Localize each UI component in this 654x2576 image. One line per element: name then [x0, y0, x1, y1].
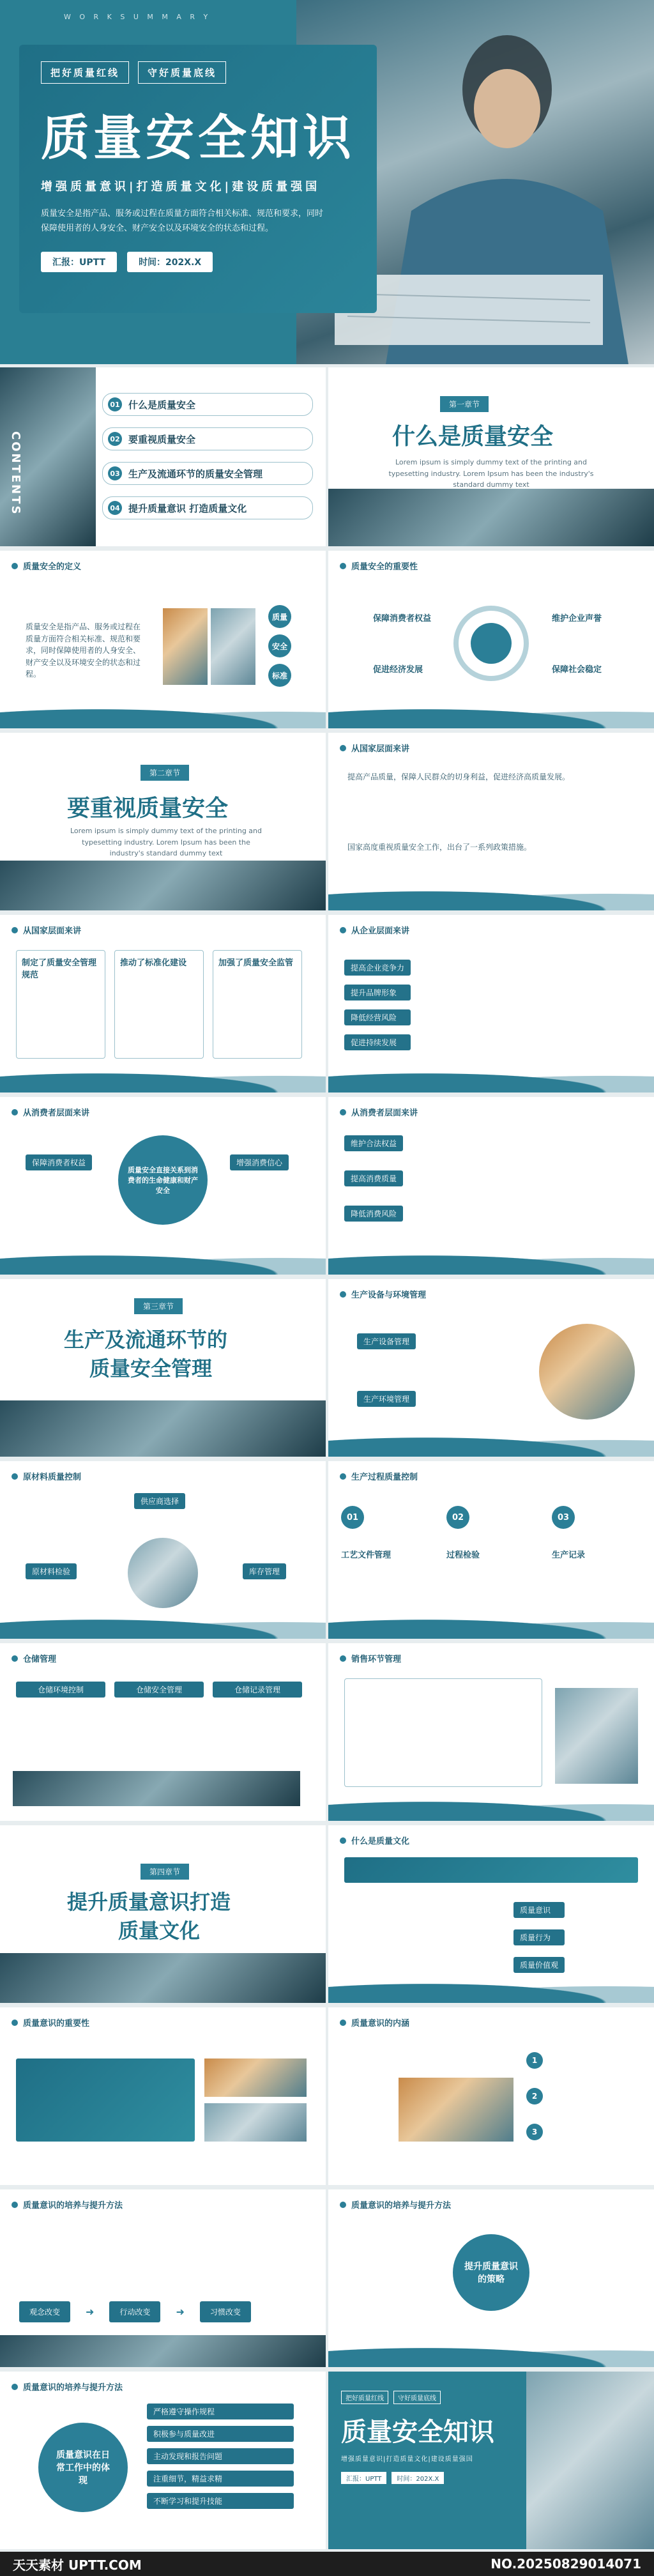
methods-circle: 质量意识在日常工作中的体现 [38, 2423, 128, 2512]
culture-banner [344, 1857, 638, 1883]
national-text-1: 提高产品质量，保障人民群众的切身利益，促进经济高质量发展。 [347, 772, 570, 781]
importance-diagram [328, 583, 654, 710]
methods-item: 严格遵守操作规程 [147, 2404, 294, 2419]
culture-list [513, 1902, 565, 1973]
methods-slide [0, 2189, 326, 2367]
slide-title: 生产过程质量控制 [340, 1470, 418, 1482]
slide-title: 从国家层面来讲 [11, 924, 81, 936]
consumer-item: 维护合法权益 [344, 1135, 403, 1151]
warehouse-cols [16, 1682, 302, 1698]
slide-title: 质量意识的培养与提升方法 [11, 2198, 123, 2211]
enterprise-slide [328, 915, 654, 1092]
toc-num: 02 [108, 432, 122, 446]
section-photo [0, 1953, 326, 2003]
toc-label: 要重视质量安全 [128, 433, 196, 445]
slide-title: 质量意识的培养与提升方法 [11, 2380, 123, 2393]
section-tag: 第四章节 [141, 1864, 189, 1880]
toc-slide [0, 367, 326, 546]
consumer-item: 提高消费质量 [344, 1170, 403, 1186]
badge: 标准 [268, 664, 291, 687]
decor-wave [0, 1250, 326, 1275]
arrow-right-icon: ➜ [176, 2306, 185, 2318]
slide-title: 从消费者层面来讲 [11, 1106, 89, 1118]
connotation-num: 1 [526, 2052, 543, 2069]
importance-slide [328, 551, 654, 728]
end-time: 时间：202X.X [392, 2472, 444, 2484]
definition-text: 质量安全是指产品、服务或过程在质量方面符合相关标准、规范和要求，同时保障使用者的人身安全、财产安全以及环境安全的状态和过程。 [26, 622, 141, 679]
decor-wave [0, 1614, 326, 1639]
toc-item[interactable] [102, 393, 313, 416]
slide-title: 生产设备与环境管理 [340, 1288, 426, 1300]
flow-step: 行动改变 [109, 2301, 160, 2322]
enterprise-list [344, 960, 411, 1050]
section-photo [328, 489, 654, 546]
national-col: 加强了质量安全监管 [213, 950, 302, 1059]
toc-item[interactable] [102, 427, 313, 450]
toc-label: 生产及流通环节的质量安全管理 [128, 468, 263, 480]
section-photo [0, 861, 326, 910]
decor-wave [328, 1979, 654, 2003]
consumer-2-slide [328, 1097, 654, 1275]
workers-photo [539, 1324, 635, 1420]
flow-step: 观念改变 [19, 2301, 70, 2322]
section-tag: 第一章节 [440, 396, 489, 412]
national-col: 制定了质量安全管理规范 [16, 950, 105, 1059]
watermark-right: NO.20250829014071 [490, 2556, 641, 2572]
section-title-line-1: 提升质量意识打造 [67, 1890, 231, 1914]
sales-photo [555, 1688, 638, 1784]
methods-item: 注重细节，精益求精 [147, 2471, 294, 2487]
slide-title: 质量意识的重要性 [11, 2016, 89, 2028]
section-title: 什么是质量安全 [392, 423, 554, 450]
methods-photo [0, 2335, 326, 2367]
connotation-list [526, 2052, 543, 2140]
raw-item: 库存管理 [243, 1563, 286, 1579]
section-eng: Lorem ipsum is simply dummy text of the printing and typesetting industry. Lorem Ipsum has been the industry's standard dummy text [70, 827, 262, 858]
decor-wave [328, 704, 654, 728]
process-slide [328, 1461, 654, 1639]
section-title-line-2: 质量文化 [118, 1919, 201, 1943]
section-title-line-2: 质量安全管理 [89, 1356, 213, 1381]
end-chip: 把好质量红线 [341, 2391, 388, 2404]
decor-wave [328, 1250, 654, 1275]
toc-label: 提升质量意识 打造质量文化 [128, 502, 247, 514]
definition-badges [268, 605, 291, 687]
decor-wave [328, 2343, 654, 2367]
connotation-num: 3 [526, 2124, 543, 2140]
process-step: 01 工艺文件管理 [341, 1506, 430, 1560]
cover-chip-1: 把好质量红线 [41, 61, 129, 84]
awareness-photo [204, 2058, 307, 2097]
warehouse-item: 仓储记录管理 [213, 1682, 302, 1698]
decor-wave [0, 704, 326, 728]
slide-title: 原材料质量控制 [11, 1470, 81, 1482]
toc-num: 03 [108, 466, 122, 480]
enterprise-item: 提高企业竞争力 [344, 960, 411, 976]
national-slide [328, 733, 654, 910]
end-subtitle: 增强质量意识|打造质量文化|建设质量强国 [341, 2456, 473, 2463]
production-item: 生产设备管理 [357, 1333, 416, 1349]
national-col: 推动了标准化建设 [114, 950, 204, 1059]
process-step: 02 过程检验 [446, 1506, 536, 1560]
material-photo [128, 1538, 198, 1608]
cover-subtitle: 增强质量意识|打造质量文化|建设质量强国 [41, 180, 321, 194]
culture-item: 质量行为 [513, 1929, 565, 1945]
sales-slide [328, 1643, 654, 1821]
section-1-slide [328, 367, 654, 546]
worker-photo [211, 608, 255, 685]
flow-step: 习惯改变 [200, 2301, 251, 2322]
methods-3-slide [0, 2372, 326, 2549]
end-photo [526, 2372, 654, 2549]
toc-photo [0, 367, 96, 546]
warehouse-item: 仓储环境控制 [16, 1682, 105, 1698]
end-chip: 守好质量底线 [393, 2391, 441, 2404]
end-cover-slide [328, 2372, 654, 2549]
production-item: 生产环境管理 [357, 1391, 416, 1407]
importance-item: 保障社会稳定 [552, 665, 602, 675]
slide-title: 从消费者层面来讲 [340, 1106, 418, 1118]
section-eng: Lorem ipsum is simply dummy text of the printing and typesetting industry. Lorem Ipsum has been the industry's standard dummy text [388, 458, 594, 489]
connotation-slide [328, 2007, 654, 2185]
raw-item: 供应商选择 [134, 1493, 185, 1509]
decor-wave [328, 886, 654, 910]
enterprise-item: 促进持续发展 [344, 1034, 411, 1050]
process-step: 03 生产记录 [552, 1506, 641, 1560]
warehouse-photo [13, 1771, 300, 1806]
cover-title-panel [19, 45, 377, 313]
awareness-slide [0, 2007, 326, 2185]
cover-time: 时间：202X.X [127, 252, 213, 272]
warehouse-slide [0, 1643, 326, 1821]
methods-flow [19, 2301, 251, 2322]
slide-title: 质量意识的内涵 [340, 2016, 409, 2028]
slide-title: 从国家层面来讲 [340, 742, 409, 754]
cover-description: 质量安全是指产品、服务或过程在质量方面符合相关标准、规范和要求，同时保障使用者的人身安全、财产安全以及环境安全的状态和过程。 [41, 209, 324, 233]
national-2-slide [0, 915, 326, 1092]
methods-item: 积极参与质量改进 [147, 2426, 294, 2442]
toc-item[interactable] [102, 462, 313, 485]
slide-title: 质量安全的定义 [11, 560, 81, 572]
connotation-num: 2 [526, 2088, 543, 2104]
toc-num: 01 [108, 397, 122, 411]
culture-item: 质量意识 [513, 1902, 565, 1918]
section-2-slide [0, 733, 326, 910]
culture-item: 质量价值观 [513, 1957, 565, 1973]
consumer-right: 增强消费信心 [230, 1154, 289, 1170]
cover-chip-2: 守好质量底线 [138, 61, 226, 84]
methods-list [147, 2404, 294, 2509]
badge: 安全 [268, 634, 291, 657]
watermark-footer [0, 2552, 654, 2576]
toc-num: 04 [108, 501, 122, 515]
slide-title: 销售环节管理 [340, 1652, 401, 1664]
definition-slide [0, 551, 326, 728]
consumer-item: 降低消费风险 [344, 1206, 403, 1222]
section-tag: 第三章节 [134, 1298, 183, 1314]
methods-center: 提升质量意识的策略 [453, 2234, 529, 2311]
decor-wave [328, 1068, 654, 1092]
cover-title: 质量安全知识 [41, 109, 355, 166]
cover-reporter: 汇报：UPTT [41, 252, 117, 272]
section-tag: 第二章节 [141, 765, 189, 781]
national-text-2: 国家高度重视质量安全工作，出台了一系列政策措施。 [347, 843, 532, 852]
arrow-right-icon: ➜ [86, 2306, 95, 2318]
section-photo [0, 1400, 326, 1457]
section-title-line-1: 生产及流通环节的 [64, 1328, 228, 1352]
consumer-left: 保障消费者权益 [26, 1154, 92, 1170]
warehouse-item: 仓储安全管理 [114, 1682, 204, 1698]
watermark-left: 天天素材 UPTT.COM [13, 2557, 142, 2573]
methods-item: 不断学习和提升技能 [147, 2493, 294, 2509]
slide-title: 质量意识的培养与提升方法 [340, 2198, 451, 2211]
national-columns [16, 950, 302, 1059]
end-title: 质量安全知识 [341, 2417, 494, 2447]
connotation-photo [399, 2078, 513, 2142]
sales-box [344, 1678, 542, 1787]
decor-wave [328, 1614, 654, 1639]
worker-photo [163, 608, 208, 685]
importance-item: 维护企业声誉 [552, 614, 602, 624]
toc-side-label: CONTENTS [9, 431, 22, 516]
enterprise-item: 降低经营风险 [344, 1009, 411, 1025]
raw-item: 原材料检验 [26, 1563, 77, 1579]
consumer-slide [0, 1097, 326, 1275]
consumer-list [344, 1135, 403, 1222]
importance-item: 促进经济发展 [373, 665, 423, 675]
awareness-photo [204, 2103, 307, 2142]
toc-label: 什么是质量安全 [128, 399, 196, 411]
section-title: 要重视质量安全 [67, 795, 229, 822]
slide-title: 质量安全的重要性 [340, 560, 418, 572]
decor-wave [328, 1432, 654, 1457]
slide-title: 什么是质量文化 [340, 1834, 409, 1846]
toc-list [102, 393, 313, 531]
decor-wave [0, 1068, 326, 1092]
culture-slide [328, 1825, 654, 2003]
slide-title: 仓储管理 [11, 1652, 56, 1664]
end-reporter: 汇报：UPTT [341, 2472, 386, 2484]
toc-item[interactable] [102, 496, 313, 519]
importance-item: 保障消费者权益 [373, 614, 432, 624]
raw-material-slide [0, 1461, 326, 1639]
slide-title: 从企业层面来讲 [340, 924, 409, 936]
cover-slide [0, 0, 654, 364]
process-steps [341, 1506, 641, 1560]
section-4-slide [0, 1825, 326, 2003]
enterprise-item: 提升品牌形象 [344, 985, 411, 1000]
cover-eng-text: W O R K S U M M A R Y [64, 13, 211, 21]
consumer-center: 质量安全直接关系到消费者的生命健康和财产安全 [118, 1135, 208, 1225]
methods-item: 主动发现和报告问题 [147, 2448, 294, 2464]
section-3-slide [0, 1279, 326, 1457]
badge: 质量 [268, 605, 291, 628]
decor-wave [328, 1797, 654, 1821]
methods-2-slide [328, 2189, 654, 2367]
production-slide [328, 1279, 654, 1457]
awareness-panel [16, 2058, 195, 2142]
end-panel [341, 2391, 494, 2484]
